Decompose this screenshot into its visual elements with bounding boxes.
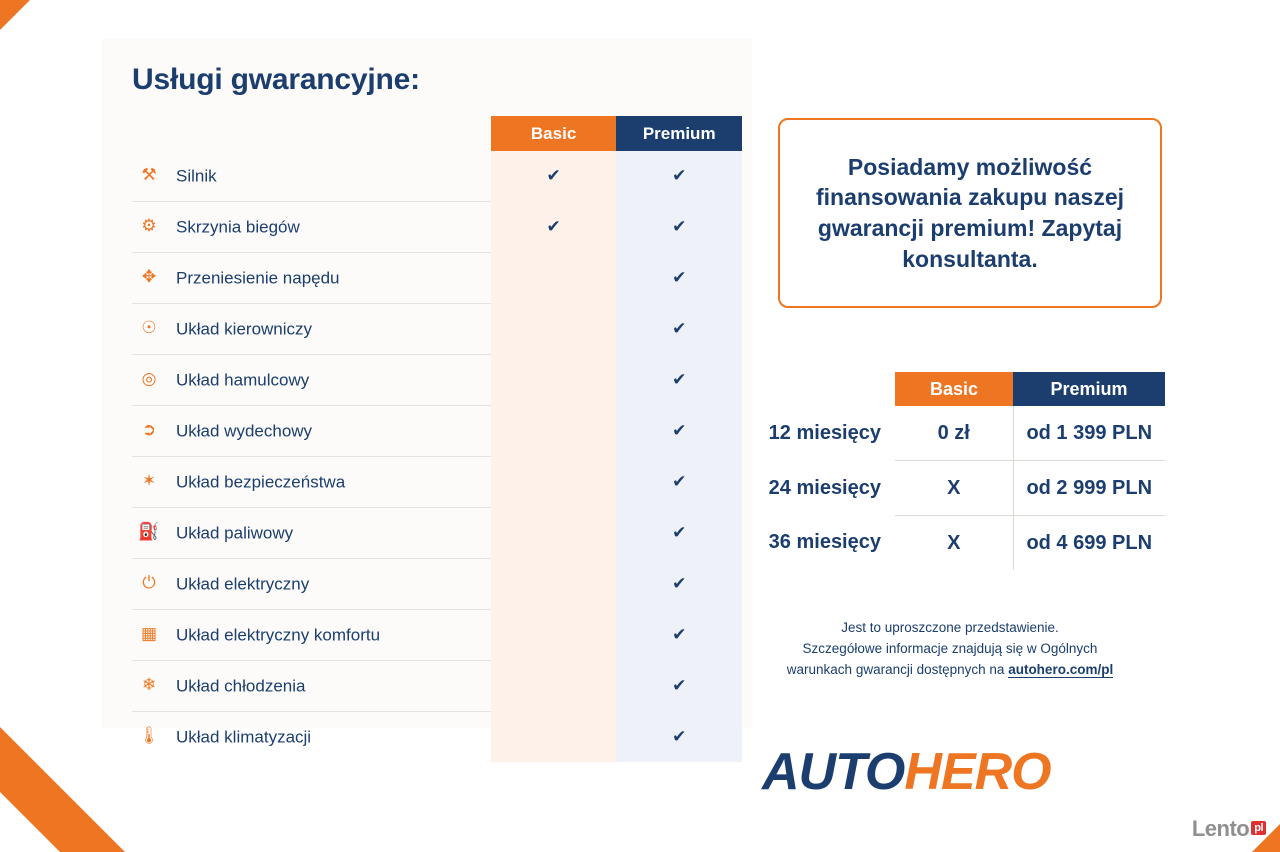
basic-check — [491, 304, 617, 355]
premium-check: ✔ — [616, 355, 742, 406]
price-table — [735, 372, 1165, 570]
basic-check — [491, 508, 617, 559]
chip-icon: ▦ — [140, 624, 158, 644]
table-row — [735, 406, 1165, 461]
feature-label: Przeniesienie napędu — [176, 268, 340, 288]
table-row — [132, 151, 742, 202]
feature-cell — [132, 151, 491, 202]
watermark-tld: pl — [1251, 821, 1266, 835]
premium-check: ✔ — [616, 304, 742, 355]
financing-callout-text: Posiadamy możliwość finansowania zakupu naszej gwarancji premium! Zapytaj konsultanta. — [815, 153, 1125, 272]
premium-check: ✔ — [616, 202, 742, 253]
feature-cell — [132, 712, 491, 763]
lento-watermark — [1192, 816, 1266, 842]
table-row — [132, 661, 742, 712]
corner-decoration-top-left — [0, 0, 30, 30]
warranty-services-card — [102, 38, 752, 747]
feature-label: Układ elektryczny komfortu — [176, 625, 381, 645]
table-row — [132, 559, 742, 610]
premium-check: ✔ — [616, 457, 742, 508]
price-header-premium: Premium — [1013, 372, 1165, 406]
warranty-table-header-row — [132, 116, 742, 151]
feature-label: Układ klimatyzacji — [176, 727, 312, 747]
feature-cell — [132, 661, 491, 712]
premium-price: od 2 999 PLN — [1013, 461, 1165, 516]
financing-callout-box — [778, 118, 1162, 308]
feature-label: Układ wydechowy — [176, 421, 313, 441]
battery-icon: ⏻ — [142, 573, 156, 593]
basic-check — [491, 457, 617, 508]
table-row — [735, 461, 1165, 516]
price-header-basic: Basic — [895, 372, 1013, 406]
table-row — [132, 610, 742, 661]
logo-text-auto: AUTO — [762, 743, 905, 801]
autohero-link[interactable]: autohero.com/pl — [1008, 661, 1114, 677]
logo-text-hero: HERO — [904, 743, 1051, 801]
premium-price: od 1 399 PLN — [1013, 406, 1165, 461]
basic-check — [491, 661, 617, 712]
disclaimer-line-2: Szczegółowe informacje znajdują się w Ogólnych — [802, 640, 1098, 656]
premium-check: ✔ — [616, 610, 742, 661]
feature-label: Układ chłodzenia — [176, 676, 306, 696]
basic-price: 0 zł — [895, 406, 1013, 461]
premium-check: ✔ — [616, 559, 742, 610]
table-row — [132, 355, 742, 406]
feature-label: Układ paliwowy — [176, 523, 294, 543]
duration-label: 24 miesięcy — [768, 476, 881, 499]
thermometer-icon: 🌡 — [138, 726, 160, 746]
disclaimer-line-3 — [735, 660, 1165, 681]
feature-label: Silnik — [176, 166, 217, 186]
premium-check: ✔ — [616, 508, 742, 559]
snowflake-icon: ❄ — [141, 675, 157, 695]
engine-icon: ⚒ — [141, 165, 157, 185]
disclaimer-line-1: Jest to uproszczone przedstawienie. — [841, 620, 1059, 635]
basic-check — [491, 253, 617, 304]
disclaimer-line-3-text: warunkach gwarancji dostępnych na — [786, 661, 1005, 677]
feature-label: Układ kierowniczy — [176, 319, 313, 339]
duration-label: 12 miesięcy — [768, 421, 881, 444]
basic-check — [491, 355, 617, 406]
table-row — [132, 202, 742, 253]
feature-label: Skrzynia biegów — [176, 217, 300, 237]
premium-check: ✔ — [616, 712, 742, 763]
page-title: Usługi gwarancyjne: — [132, 63, 420, 96]
exhaust-icon: ➲ — [141, 420, 157, 440]
feature-label: Układ bezpieczeństwa — [176, 472, 346, 492]
steering-wheel-icon: ☉ — [141, 318, 157, 338]
duration-label: 36 miesięcy — [768, 531, 881, 554]
airbag-icon: ✶ — [141, 471, 157, 491]
watermark-name: Lento — [1191, 816, 1250, 841]
premium-check: ✔ — [616, 661, 742, 712]
basic-check — [491, 610, 617, 661]
feature-cell — [132, 457, 491, 508]
premium-price: od 4 699 PLN — [1026, 531, 1153, 554]
table-row — [132, 253, 742, 304]
feature-cell — [132, 406, 491, 457]
price-table-header-row — [735, 372, 1165, 406]
warranty-header-basic: Basic — [491, 116, 617, 151]
gearbox-icon: ⚙ — [141, 216, 157, 236]
basic-check — [491, 712, 617, 763]
feature-cell — [132, 559, 491, 610]
feature-cell — [132, 202, 491, 253]
basic-price: X — [895, 516, 1013, 571]
brake-disc-icon: ◎ — [141, 369, 157, 389]
basic-check: ✔ — [491, 151, 617, 202]
disclaimer — [735, 618, 1165, 681]
premium-check: ✔ — [616, 406, 742, 457]
table-row — [132, 712, 742, 763]
basic-check — [491, 406, 617, 457]
corner-decoration-bottom-left-inner — [0, 792, 60, 852]
feature-label: Układ hamulcowy — [176, 370, 310, 390]
warranty-header-premium: Premium — [616, 116, 742, 151]
feature-cell — [132, 610, 491, 661]
table-row — [132, 406, 742, 457]
table-row — [132, 304, 742, 355]
basic-check: ✔ — [491, 202, 617, 253]
table-row — [735, 516, 1165, 571]
price-header-blank — [735, 372, 895, 406]
warranty-header-blank — [132, 116, 491, 151]
premium-check: ✔ — [616, 151, 742, 202]
feature-cell — [132, 355, 491, 406]
drivetrain-icon: ✥ — [141, 267, 157, 287]
feature-cell — [132, 304, 491, 355]
autohero-logo — [762, 742, 1051, 802]
table-row — [132, 508, 742, 559]
premium-check: ✔ — [616, 253, 742, 304]
feature-cell — [132, 508, 491, 559]
table-row — [132, 457, 742, 508]
feature-cell — [132, 253, 491, 304]
warranty-table — [132, 116, 742, 762]
basic-check — [491, 559, 617, 610]
basic-price: X — [895, 461, 1013, 516]
fuel-pump-icon: ⛽ — [138, 522, 160, 542]
feature-label: Układ elektryczny — [176, 574, 310, 594]
